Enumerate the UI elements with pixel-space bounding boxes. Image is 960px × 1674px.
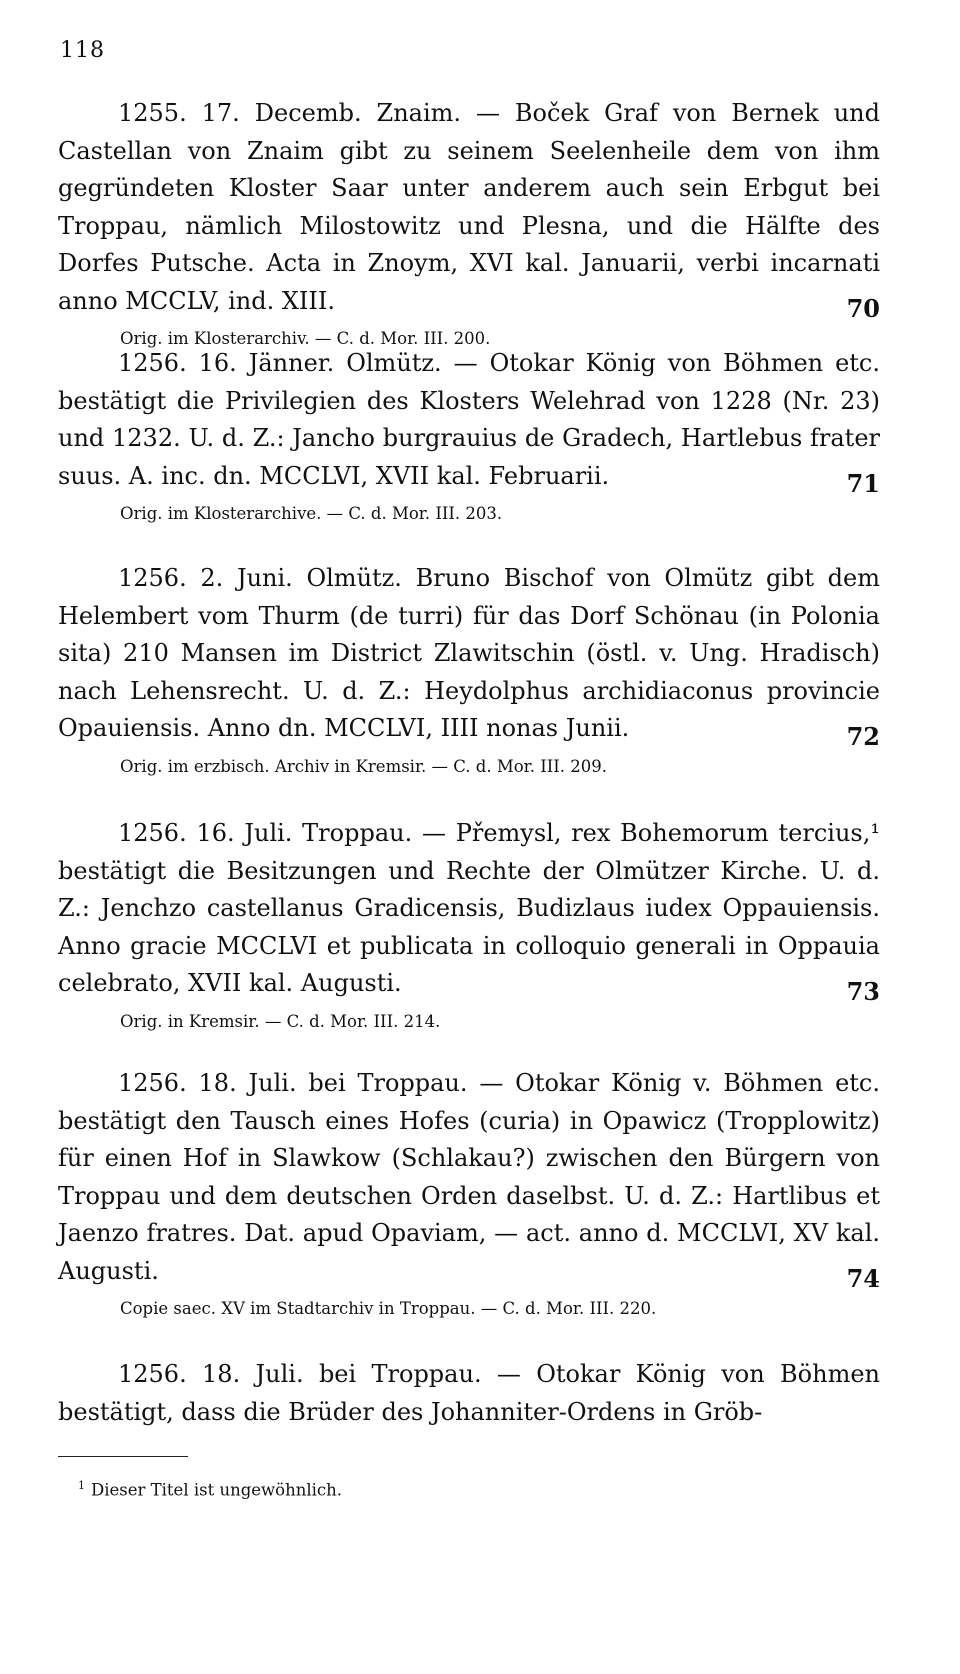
regest-entry-71	[58, 345, 880, 527]
page-number: 118	[60, 38, 105, 63]
source-reference: Orig. im erzbisch. Archiv in Kremsir. — C. d. Mor. III. 209.	[120, 756, 608, 776]
entry-source	[58, 721, 880, 780]
source-reference: Orig. im Klosterarchive. — C. d. Mor. III. 203.	[120, 504, 503, 523]
entry-text: 1256. 16. Juli. Troppau. — Přemysl, rex Bohemorum tercius,¹ bestätigt die Besitzungen und Rechte der Olmützer Kirche. U. d. Z.: Jenchzo castellanus Gradicensis, Budizlaus iudex Oppauiensis. Anno gracie MCCLVI et publicata in colloquio generali in Oppauia celebrato, XVII kal. Augusti.	[58, 819, 880, 997]
regest-entry-73	[58, 815, 880, 1035]
entry-text: 1256. 18. Juli. bei Troppau. — Otokar König v. Böhmen etc. bestätigt den Tausch eines Hofes (curia) in Opawicz (Tropplowitz) für einen Hof in Slawkow (Schlakau?) zwischen den Bürgern von Troppau und dem deutschen Orden daselbst. U. d. Z.: Hartlibus et Jaenzo fratres. Dat. apud Opaviam, — act. anno d. MCCLVI, XV kal. Augusti.	[58, 1069, 880, 1285]
regest-entry-continuation	[58, 1356, 880, 1431]
entry-number: 71	[846, 469, 880, 498]
source-reference: Copie saec. XV im Stadtarchiv in Troppau. — C. d. Mor. III. 220.	[120, 1299, 657, 1318]
entry-text: 1256. 2. Juni. Olmütz. Bruno Bischof von Olmütz gibt dem Helembert vom Thurm (de turri) für das Dorf Schönau (in Polonia sita) 210 Mansen im District Zlawitschin (östl. v. Ung. Hradisch) nach Lehensrecht. U. d. Z.: Heydolphus archidiaconus provincie Opauiensis. Anno dn. MCCLVI, IIII nonas Junii.	[58, 564, 880, 742]
source-reference: Orig. im Klosterarchiv. — C. d. Mor. III. 200.	[120, 329, 491, 348]
entry-number: 70	[846, 294, 880, 323]
entry-source	[58, 976, 880, 1035]
regest-entry-70	[58, 95, 880, 352]
footnote-text: Dieser Titel ist ungewöhnlich.	[91, 1480, 343, 1500]
entry-text: 1255. 17. Decemb. Znaim. — Boček Graf von Bernek und Castellan von Znaim gibt zu seinem Seelenheile dem von ihm gegründeten Kloster Saar unter anderem auch sein Erbgut bei Troppau, nämlich Milostowitz und Plesna, und die Hälfte des Dorfes Putsche. Acta in Znoym, XVI kal. Januarii, verbi incarnati anno MCCLV, ind. XIII.	[58, 99, 880, 315]
entry-number: 72	[846, 721, 880, 751]
source-reference: Orig. in Kremsir. — C. d. Mor. III. 214.	[120, 1011, 441, 1031]
entry-source	[58, 469, 880, 527]
entry-text: 1256. 16. Jänner. Olmütz. — Otokar König von Böhmen etc. bestätigt die Privilegien des Klosters Welehrad von 1228 (Nr. 23) und 1232. U. d. Z.: Jancho burgrauius de Gradech, Hartlebus frater suus. A. inc. dn. MCCLVI, XVII kal. Februarii.	[58, 349, 880, 490]
entry-number: 74	[846, 1264, 880, 1293]
footnote-marker: 1	[78, 1479, 85, 1492]
entry-source	[58, 1264, 880, 1322]
footnote	[78, 1474, 342, 1503]
regest-entry-74	[58, 1065, 880, 1322]
entry-number: 73	[846, 976, 880, 1006]
entry-text: 1256. 18. Juli. bei Troppau. — Otokar König von Böhmen bestätigt, dass die Brüder des Johanniter-Ordens in Gröb-	[58, 1360, 880, 1426]
regest-entry-72	[58, 560, 880, 780]
footnote-divider	[58, 1456, 188, 1457]
